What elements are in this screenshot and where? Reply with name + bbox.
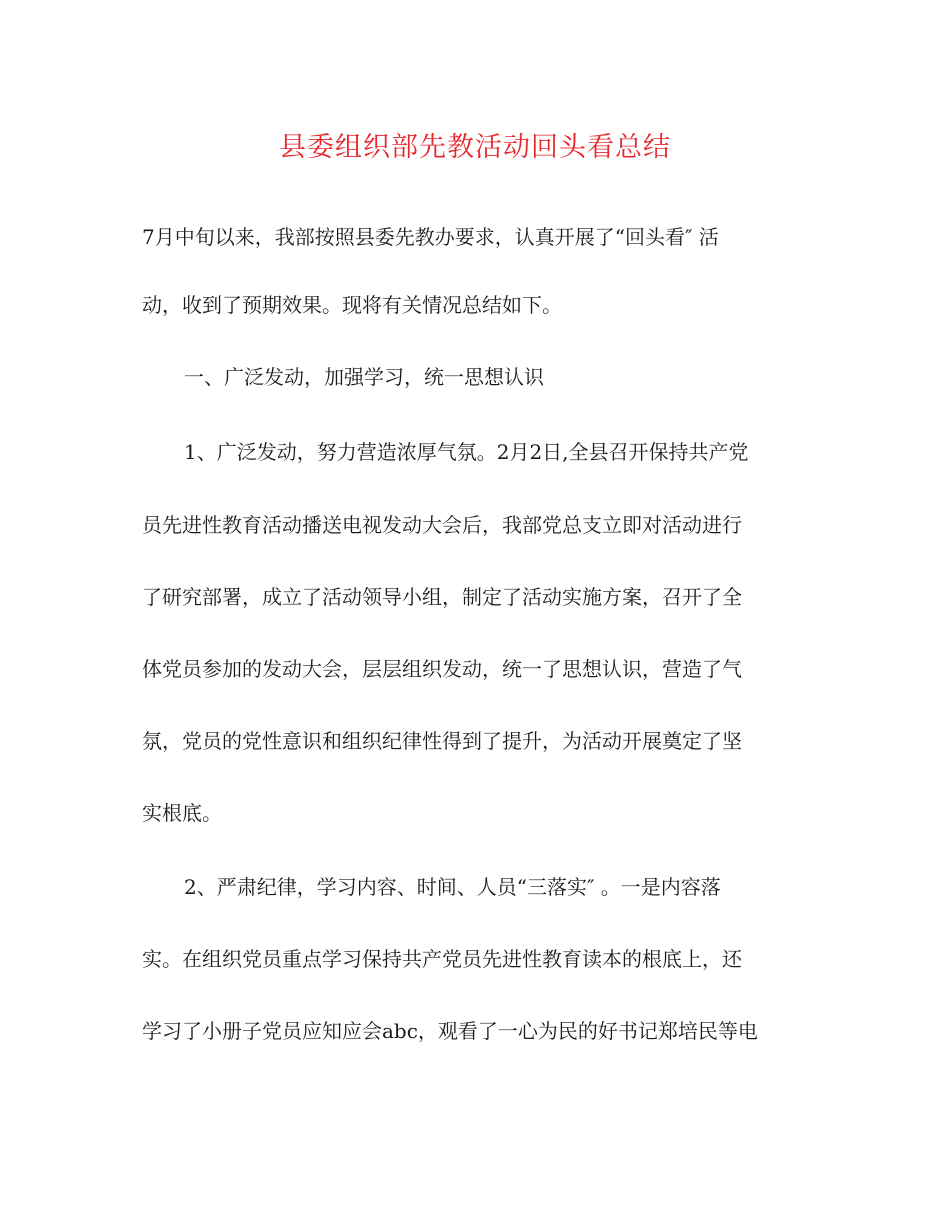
paragraph-line: 员先进性教育活动播送电视发动大会后，我部党总支立即对活动进行 [142,513,742,537]
document-title: 县委组织部先教活动回头看总结 [279,132,671,163]
paragraph-line: 动，收到了预期效果。现将有关情况总结如下。 [142,293,562,317]
paragraph-line: 实根底。 [142,801,222,825]
paragraph-line: 实。在组织党员重点学习保持共产党员先进性教育读本的根底上，还 [142,947,742,971]
paragraph-line: 体党员参加的发动大会，层层组织发动，统一了思想认识，营造了气 [142,657,742,681]
section-heading: 一、广泛发动，加强学习，统一思想认识 [184,365,544,389]
paragraph-line: 学习了小册子党员应知应会abc，观看了一心为民的好书记郑培民等电 [142,1019,758,1043]
paragraph-line: 7月中旬以来，我部按照县委先教办要求，认真开展了“回头看″ 活 [142,225,719,249]
paragraph-line: 了研究部署，成立了活动领导小组，制定了活动实施方案，召开了全 [142,585,742,609]
paragraph-line: 2、严肃纪律，学习内容、时间、人员“三落实″ 。一是内容落 [184,875,721,899]
paragraph-line: 1、广泛发动，努力营造浓厚气氛。2月2日,全县召开保持共产党 [184,440,749,464]
paragraph-line: 氛，党员的党性意识和组织纪律性得到了提升，为活动开展奠定了坚 [142,729,742,753]
